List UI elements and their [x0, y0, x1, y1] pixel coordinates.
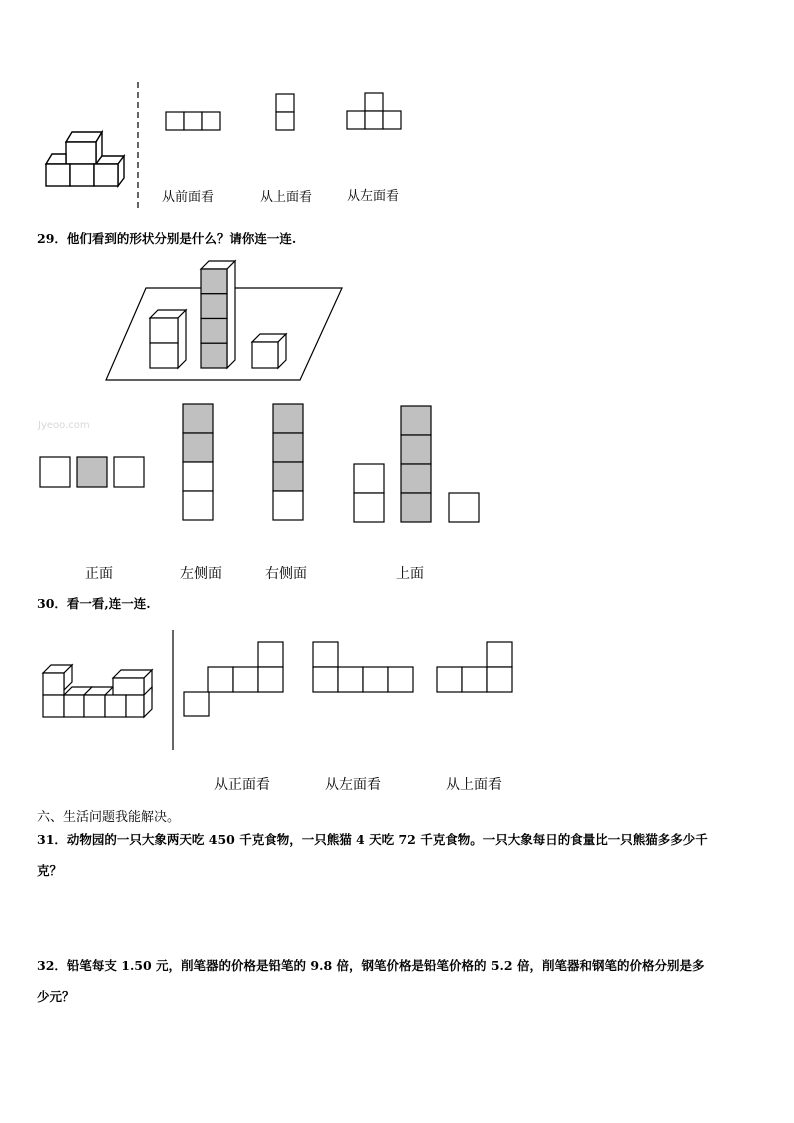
q32-line2: 少元？	[37, 989, 75, 1004]
q30-title: 30．看一看,连一连.	[37, 596, 151, 611]
q29-watermark: Jyeoo.com	[38, 420, 90, 431]
q30-block-figure	[42, 664, 154, 720]
q30-divider	[172, 630, 174, 750]
q29-option-front	[39, 456, 145, 488]
q30-option-2	[312, 641, 414, 693]
q28-view-top-shape	[275, 93, 295, 131]
q29-label-right-side: 右侧面	[265, 566, 307, 582]
q29-label-left-side: 左侧面	[180, 566, 222, 582]
q29-option-left-side	[182, 403, 214, 522]
q29-platform-figure	[104, 258, 344, 382]
q28-label-top: 从上面看	[260, 190, 313, 205]
section6-title: 六、生活问题我能解决。	[37, 810, 181, 825]
q29-option-top	[353, 405, 481, 524]
q28-label-left: 从左面看	[347, 189, 400, 204]
q32-line1: 32．铅笔每支 1.50 元，削笔器的价格是铅笔的 9.8 倍，钢笔价格是铅笔价格的 5.2 倍，削笔器和钢笔的价格分别是多	[37, 958, 705, 973]
q30-label-top: 从上面看	[446, 777, 502, 793]
q30-label-left: 从左面看	[325, 777, 381, 793]
q28-view-left-shape	[346, 92, 402, 130]
q29-option-right-side	[272, 403, 304, 522]
q30-label-front: 从正面看	[214, 777, 270, 793]
q30-option-1	[183, 641, 284, 717]
q28-view-front-shape	[165, 111, 221, 131]
q28-divider	[136, 82, 140, 208]
q29-label-top: 上面	[396, 566, 424, 582]
q28-cube-stack-figure	[44, 128, 126, 190]
q30-option-3	[436, 641, 513, 693]
q29-title: 29．他们看到的形状分别是什么？请你连一连.	[37, 231, 297, 246]
q28-label-front: 从前面看	[162, 190, 215, 205]
q31-line2: 克？	[37, 863, 63, 878]
q31-line1: 31．动物园的一只大象两天吃 450 千克食物，一只熊猫 4 天吃 72 千克食物。一只大象每日的食量比一只熊猫多多少千	[37, 832, 708, 847]
q29-label-front: 正面	[85, 566, 113, 582]
